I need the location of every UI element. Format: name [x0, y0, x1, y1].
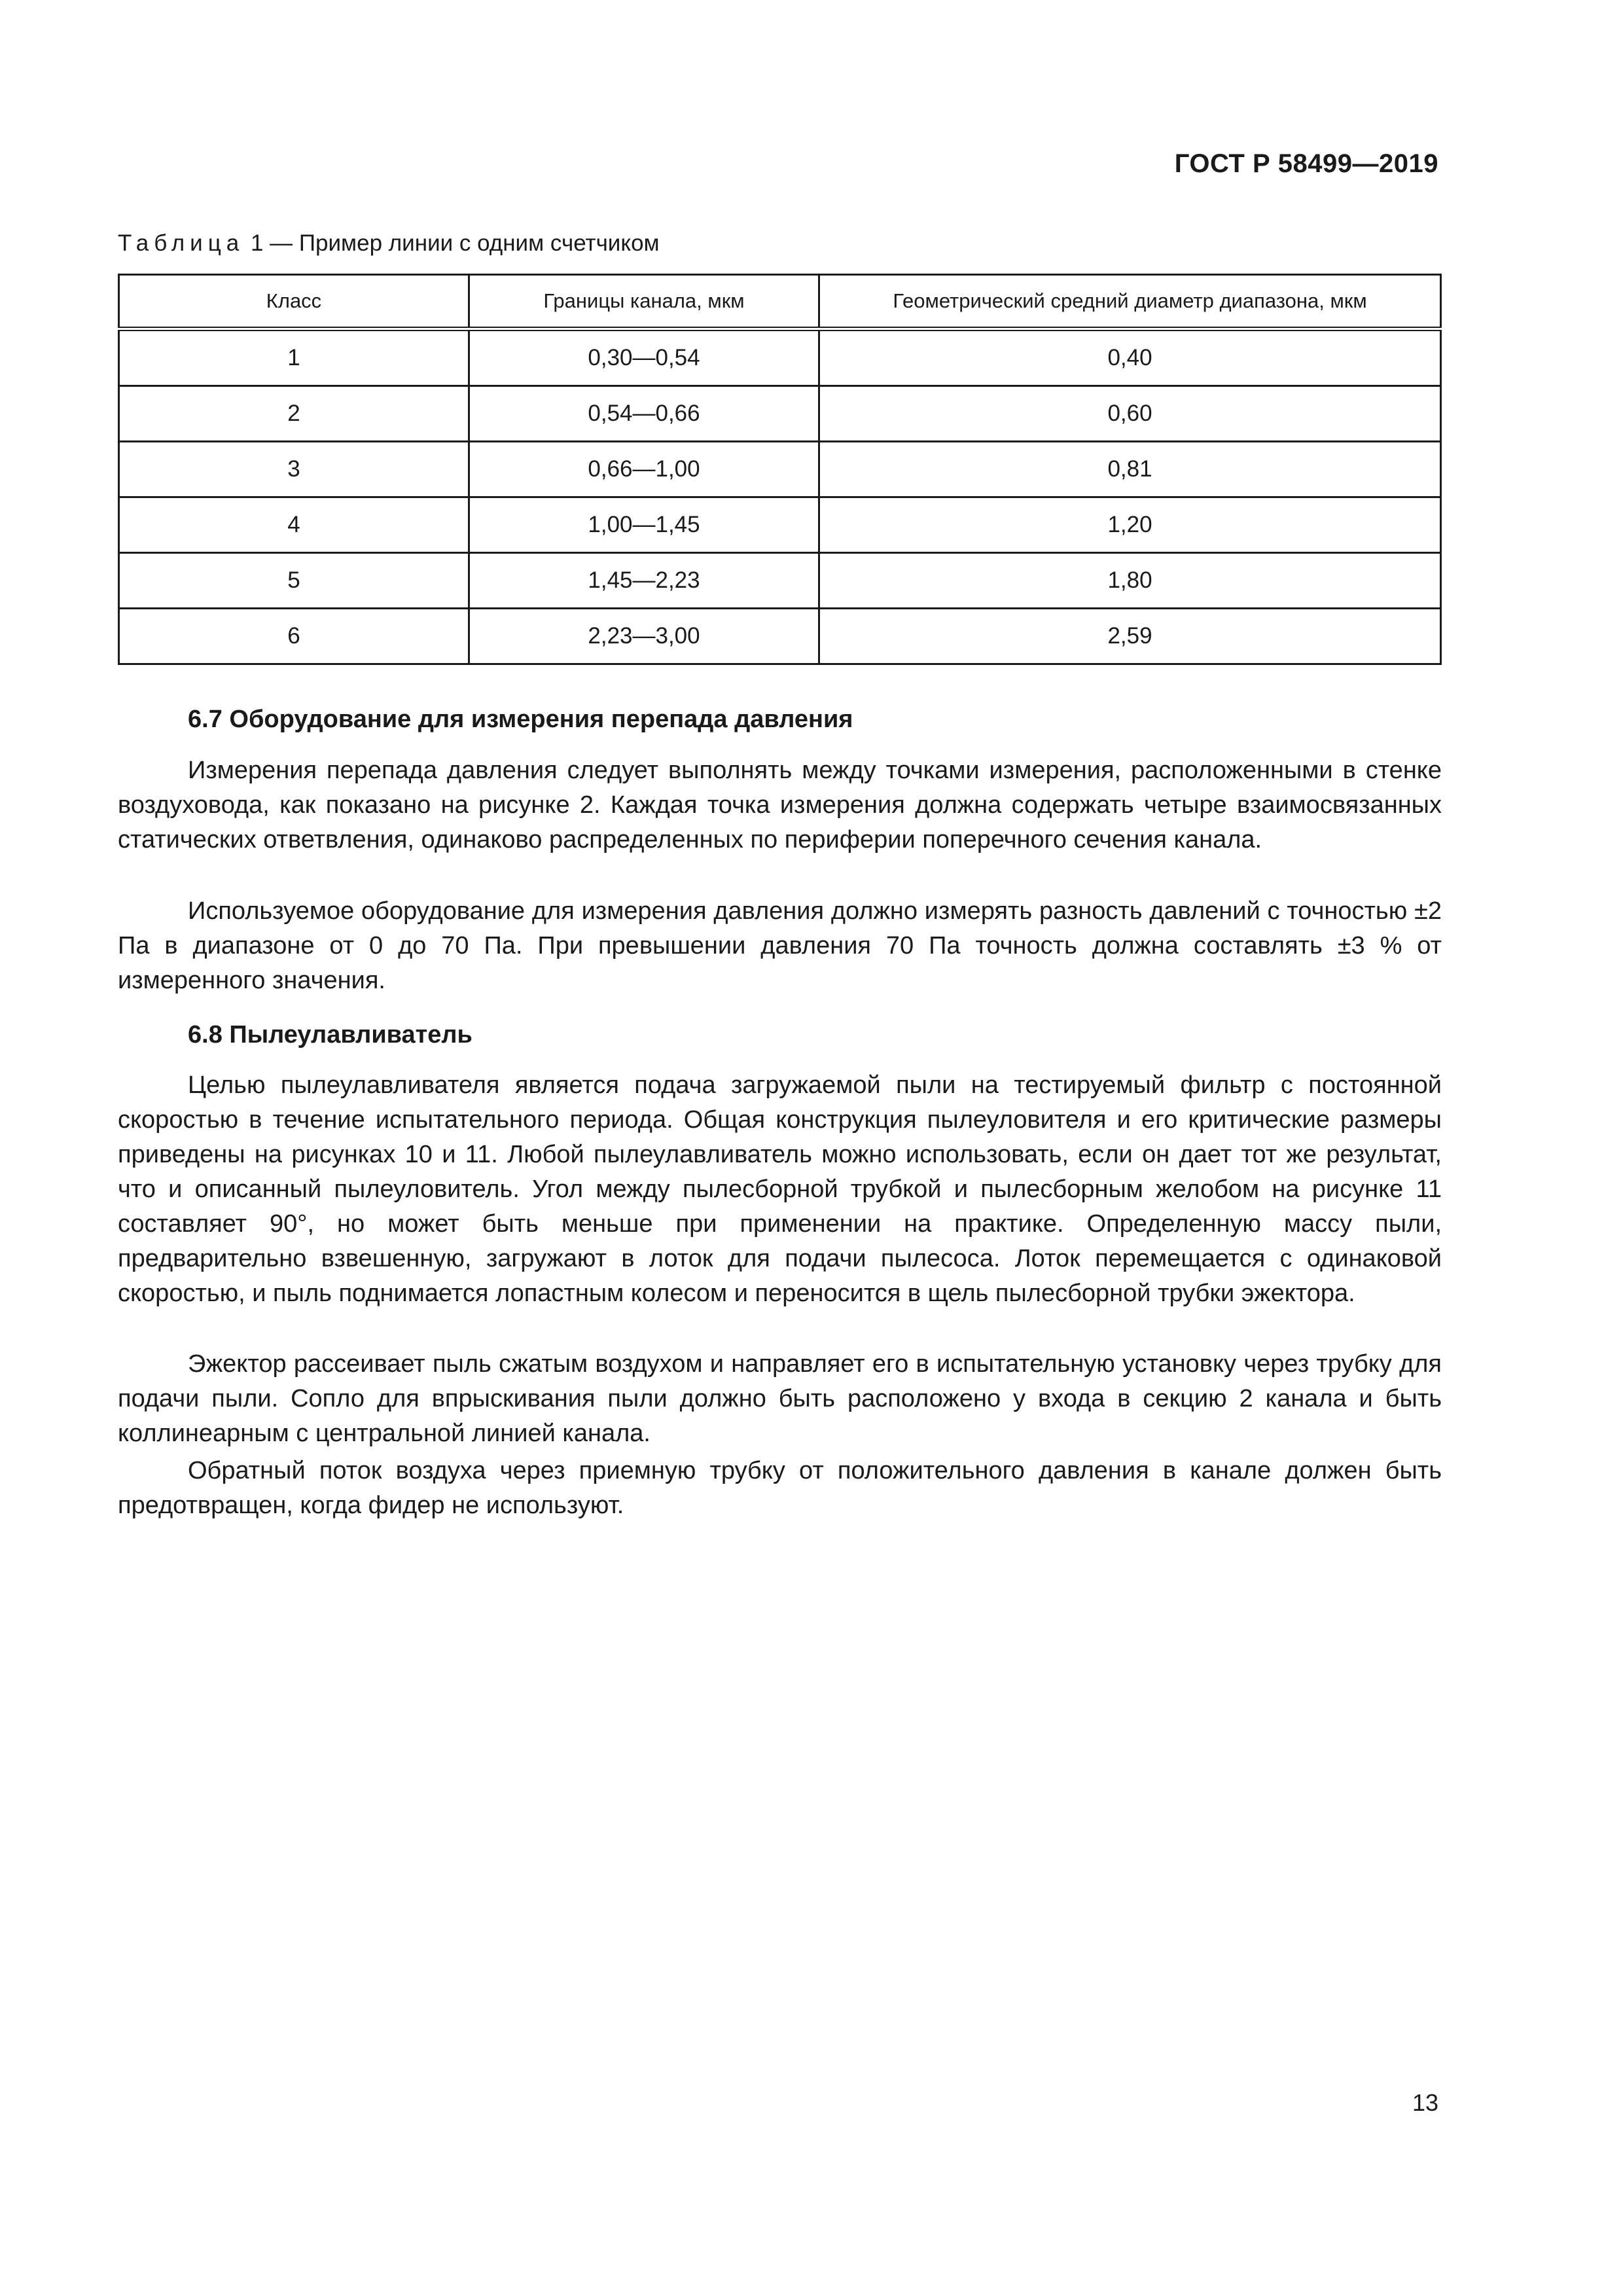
paragraph: Обратный поток воздуха через приемную трубку от положительного давления в канале должен быть предотвращен, когда фидер не используют. — [118, 1457, 1442, 1519]
cell-mean-diameter: 0,40 — [819, 329, 1441, 386]
paragraph: Эжектор рассеивает пыль сжатым воздухом и направляет его в испытательную установку через трубку для подачи пыли. Сопло для впрыскивания пыли должно быть расположено у входа в секцию 2 канала и быть коллинеарным с центральной линией канала. — [118, 1350, 1442, 1447]
cell-mean-diameter: 0,81 — [819, 442, 1441, 497]
table-caption-word: Таблица — [118, 230, 245, 256]
table-row — [119, 497, 1441, 553]
document-code: ГОСТ Р 58499—2019 — [1174, 149, 1438, 178]
section-heading-6-8: 6.8 Пылеулавливатель — [188, 1021, 473, 1049]
cell-channel-bounds: 0,54—0,66 — [469, 386, 819, 442]
page-number: 13 — [1412, 2089, 1438, 2116]
cell-channel-bounds: 0,66—1,00 — [469, 442, 819, 497]
section-heading-6-7: 6.7 Оборудование для измерения перепада давления — [188, 706, 853, 733]
cell-mean-diameter: 1,80 — [819, 553, 1441, 609]
cell-channel-bounds: 0,30—0,54 — [469, 329, 819, 386]
particle-size-table — [118, 274, 1442, 665]
table-header-row — [119, 275, 1441, 329]
table-row — [119, 609, 1441, 664]
table-row — [119, 442, 1441, 497]
table-caption-text: 1 — Пример линии с одним счетчиком — [244, 230, 660, 256]
cell-mean-diameter: 2,59 — [819, 609, 1441, 664]
cell-mean-diameter: 0,60 — [819, 386, 1441, 442]
cell-channel-bounds: 1,45—2,23 — [469, 553, 819, 609]
table-row — [119, 386, 1441, 442]
column-header-mean-diameter: Геометрический средний диаметр диапазона, мкм — [819, 275, 1441, 329]
cell-class: 2 — [119, 386, 469, 442]
table-caption — [118, 230, 660, 257]
cell-class: 6 — [119, 609, 469, 664]
table-row — [119, 553, 1441, 609]
cell-channel-bounds: 2,23—3,00 — [469, 609, 819, 664]
cell-class: 1 — [119, 329, 469, 386]
table-row — [119, 329, 1441, 386]
paragraph: Целью пылеулавливателя является подача загружаемой пыли на тестируемый фильтр с постоянной скоростью в течение испытательного периода. Общая конструкция пылеуловителя и его критические размеры приведены на рисунках 10 и 11. Любой пылеулавливатель можно использовать, если он дает тот же результат, что и описанный пылеуловитель. Угол между пылесборной трубкой и пылесборным желобом на рисунке 11 составляет 90°, но может быть меньше при применении на практике. Определенную массу пыли, предварительно взвешенную, загружают в лоток для подачи пылесоса. Лоток перемещается с одинаковой скоростью, и пыль поднимается лопастным колесом и переносится в щель пылесборной трубки эжектора. — [118, 1071, 1442, 1307]
column-header-class: Класс — [119, 275, 469, 329]
cell-class: 3 — [119, 442, 469, 497]
cell-class: 5 — [119, 553, 469, 609]
cell-mean-diameter: 1,20 — [819, 497, 1441, 553]
paragraph: Измерения перепада давления следует выполнять между точками измерения, расположенными в стенке воздуховода, как показано на рисунке 2. Каждая точка измерения должна содержать четыре взаимосвязанных статических ответвления, одинаково распределенных по периферии поперечного сечения канала. — [118, 757, 1442, 853]
cell-class: 4 — [119, 497, 469, 553]
cell-channel-bounds: 1,00—1,45 — [469, 497, 819, 553]
column-header-channel-bounds: Границы канала, мкм — [469, 275, 819, 329]
paragraph: Используемое оборудование для измерения давления должно измерять разность давлений с точностью ±2 Па в диапазоне от 0 до 70 Па. При превышении давления 70 Па точность должна составлять ±3 % от измеренного значения. — [118, 897, 1442, 994]
